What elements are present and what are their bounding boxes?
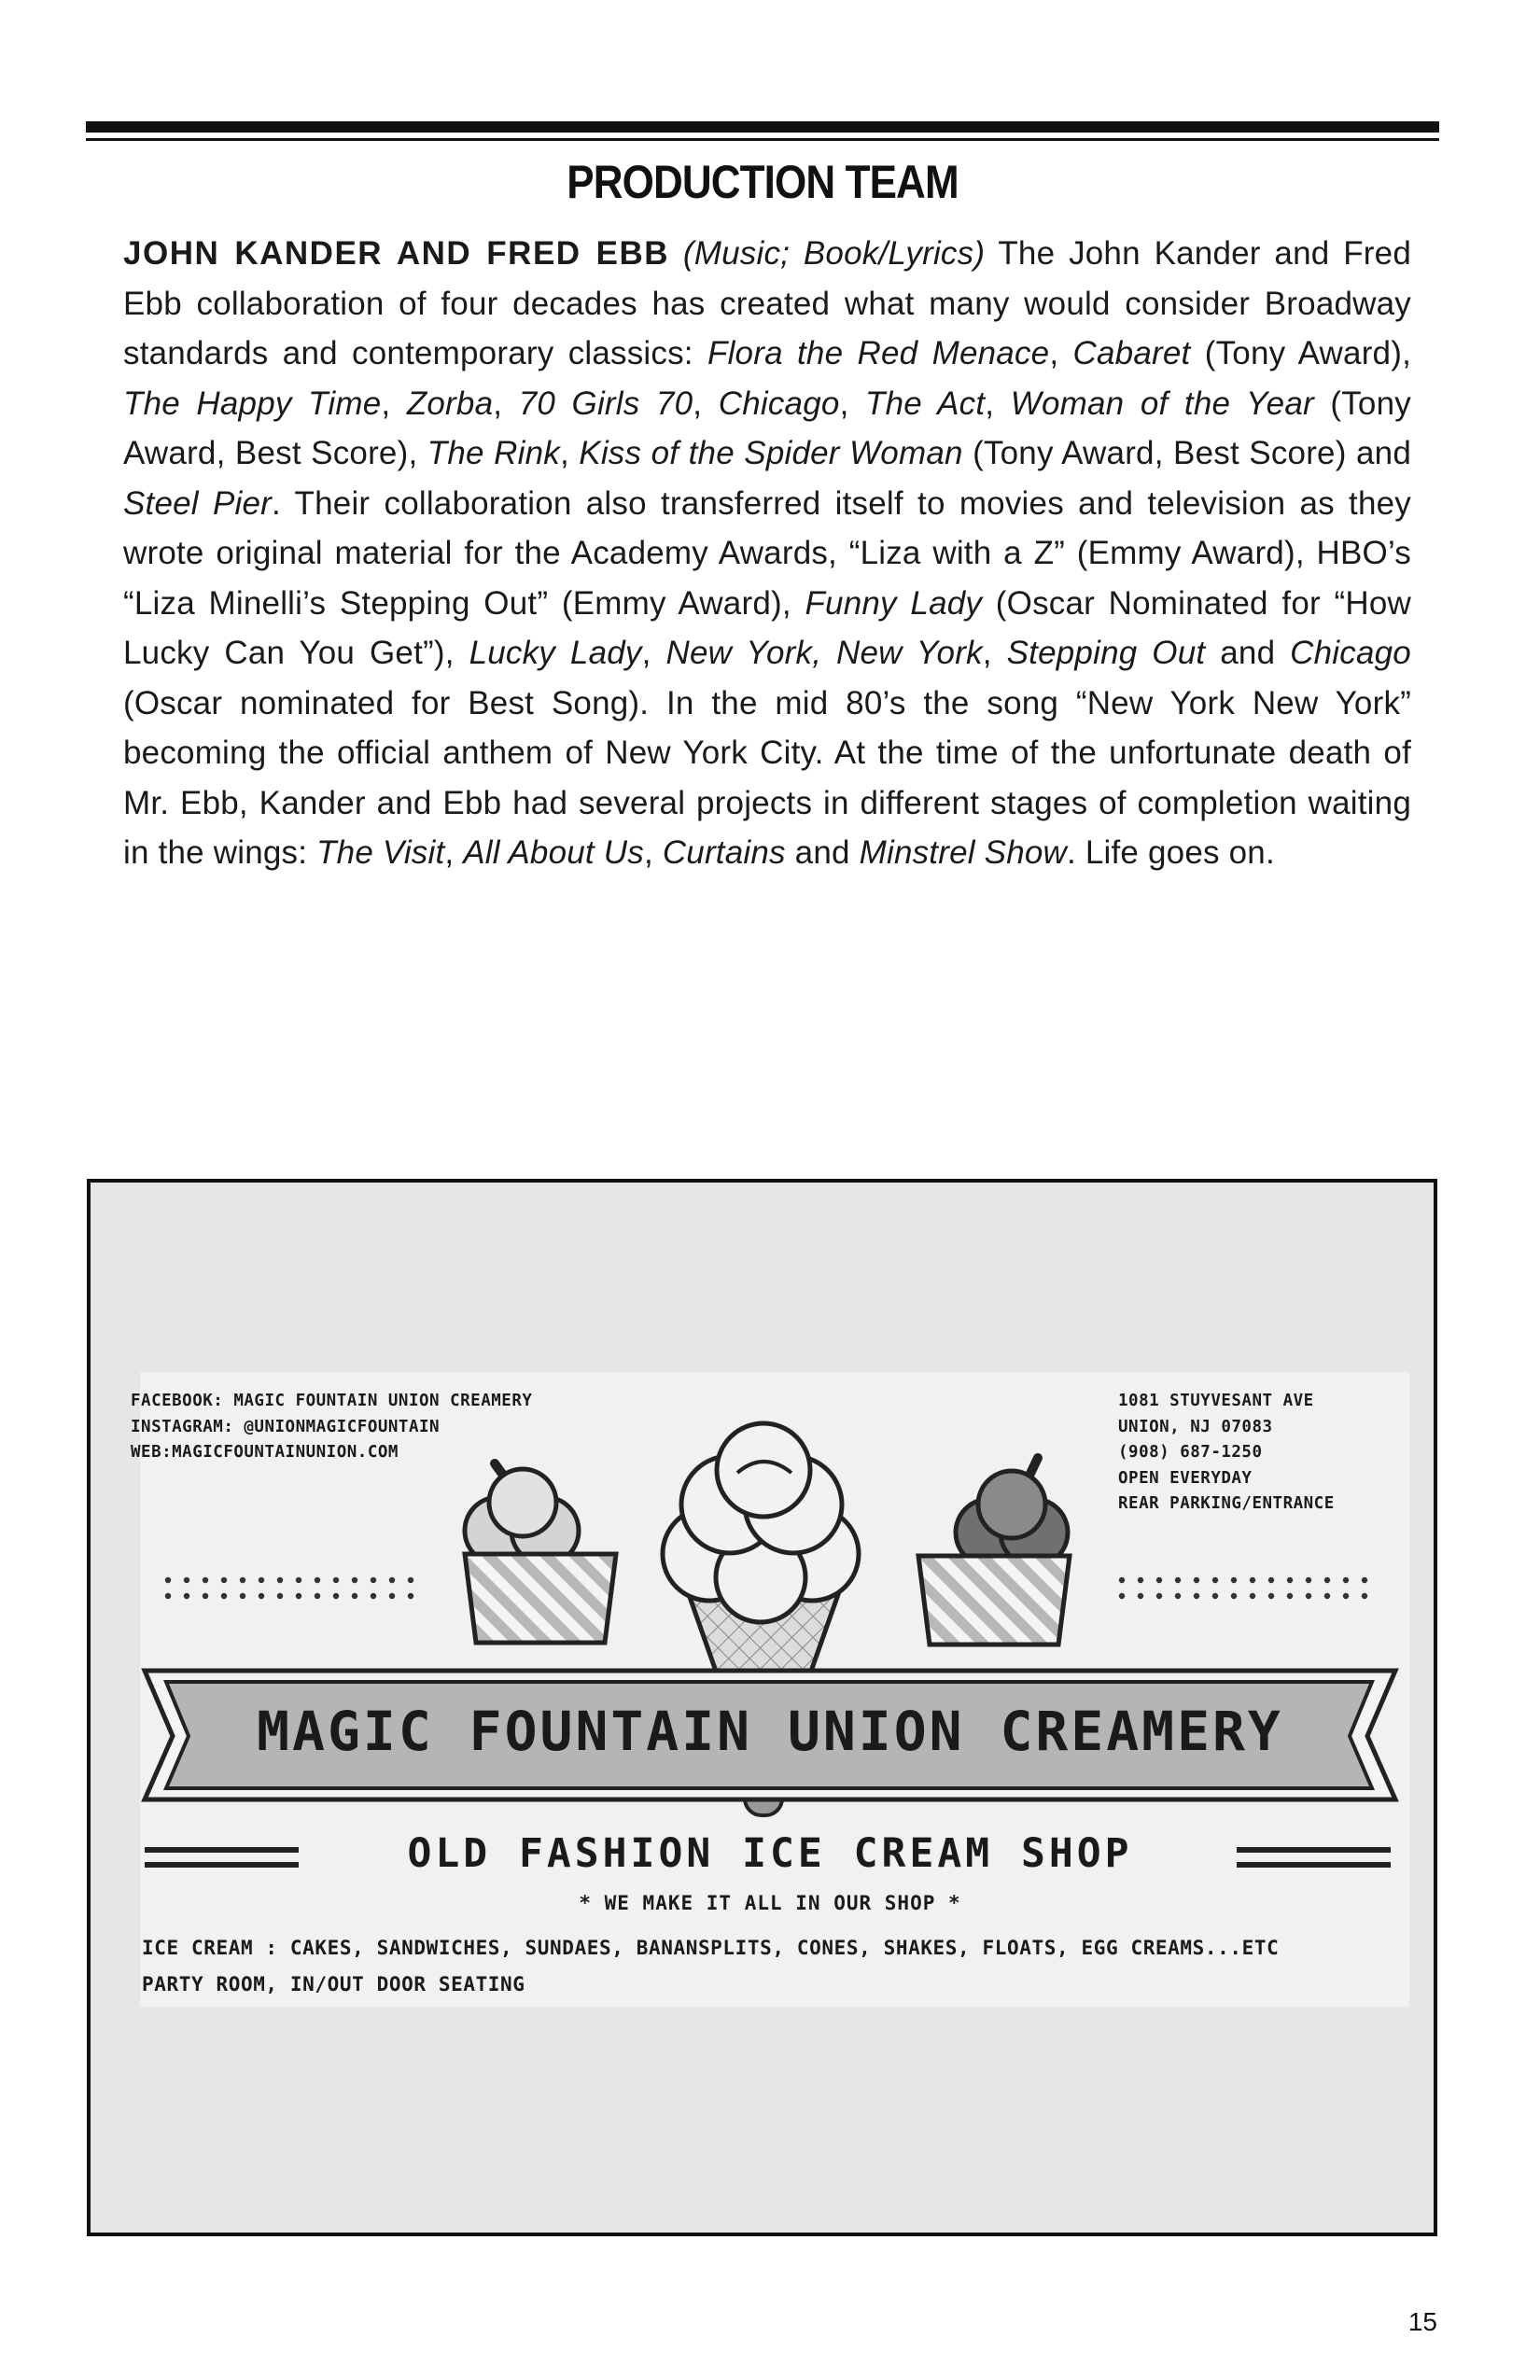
bio-work-title: Stepping Out <box>1006 635 1206 671</box>
right-ice-cream-cup-icon <box>918 1458 1070 1645</box>
bio-text: (Tony Award, Best Score), <box>123 385 1411 471</box>
bio-text: , <box>1049 335 1073 371</box>
bio-work-title: Funny Lady <box>805 584 983 622</box>
ad-amenities: PARTY ROOM, IN/OUT DOOR SEATING <box>142 1973 525 1995</box>
section-title: PRODUCTION TEAM <box>567 156 959 208</box>
bio-text: . Life goes on. <box>1067 834 1275 871</box>
bio-text: , <box>839 385 865 422</box>
tagline-right-lines <box>1237 1850 1391 1865</box>
bio-role: (Music; Book/Lyrics) <box>682 235 986 272</box>
bio-text: . Their collaboration also transferred itself to movies and television as they wrote original material for the Academy Awards, “Liza with a Z” (Emmy Award), HBO’s “Liza Minelli’s Stepping Out” (Emmy Award), <box>123 484 1411 622</box>
bio-text: and <box>785 834 860 871</box>
bio-work-title: The Visit <box>316 834 445 871</box>
ad-hours: OPEN EVERYDAY <box>1118 1468 1253 1488</box>
bio-text: (Oscar Nominated for “How Lucky Can You Get”), <box>123 584 1411 671</box>
bio-work-title: Lucky Lady <box>469 635 642 671</box>
bio-work-title: Chicago <box>1290 635 1411 671</box>
bio-work-title: Flora the Red Menace <box>707 335 1050 371</box>
ad-phone: (908) 687-1250 <box>1118 1443 1263 1462</box>
bio-work-title: Chicago <box>718 385 840 422</box>
bio-text: , <box>559 435 580 471</box>
bio-text: , <box>985 385 1011 422</box>
bio-text: (Tony Award, Best Score) and <box>962 435 1411 471</box>
bio-text: , <box>641 635 666 671</box>
bio-text: (Tony Award), <box>1190 335 1411 371</box>
ad-facebook: FACEBOOK: MAGIC FOUNTAIN UNION CREAMERY <box>131 1392 533 1410</box>
page-number: 15 <box>1407 2307 1437 2336</box>
ad-contact-left <box>131 1389 532 1466</box>
bio-work-title: Curtains <box>662 834 786 871</box>
bio-text: , <box>444 834 464 871</box>
bio-work-title: New York, New York <box>665 635 983 671</box>
bio-text: and <box>1205 635 1291 671</box>
bio-work-title: The Act <box>865 385 986 422</box>
ad-product-list <box>142 1930 1279 2003</box>
ad-website: WEB:MAGICFOUNTAINUNION.COM <box>131 1443 399 1462</box>
bio-work-title: Minstrel Show <box>859 834 1068 871</box>
bio-work-title: The Happy Time <box>123 385 382 422</box>
left-dot-band <box>165 1577 413 1599</box>
left-ice-cream-cup-icon <box>465 1463 616 1643</box>
ad-street-address: 1081 STUYVESANT AVE <box>1118 1392 1314 1410</box>
bio-text: , <box>381 385 407 422</box>
bio-text: (Oscar nominated for Best Song). In the mid 80’s the song “New York New York” becoming the official anthem of New York City. At the time of the unfortunate death of Mr. Ebb, Kander and Ebb had several projects in different stages of completion waiting in the wings: <box>123 684 1411 871</box>
ad-city-state: UNION, NJ 07083 <box>1118 1417 1273 1436</box>
tagline-left-lines <box>145 1850 299 1865</box>
ad-business-name: MAGIC FOUNTAIN UNION CREAMERY <box>257 1700 1283 1763</box>
ad-slogan: * WE MAKE IT ALL IN OUR SHOP * <box>579 1892 961 1914</box>
right-dot-band <box>1119 1577 1367 1599</box>
ad-products: ICE CREAM : CAKES, SANDWICHES, SUNDAES, BANANSPLITS, CONES, SHAKES, FLOATS, EGG CREAMS...ETC <box>142 1937 1280 1959</box>
bio-work-title: 70 Girls 70 <box>518 385 693 422</box>
ad-contact-right <box>1118 1389 1335 1518</box>
bio-work-title: Kiss of the Spider Woman <box>579 435 963 471</box>
bio-work-title: The Rink <box>427 435 560 471</box>
ad-instagram: INSTAGRAM: @UNIONMAGICFOUNTAIN <box>131 1417 441 1436</box>
bio-work-title: All About Us <box>463 834 644 871</box>
bio-text: , <box>643 834 663 871</box>
ad-tagline: OLD FASHION ICE CREAM SHOP <box>407 1830 1133 1877</box>
bio-text: , <box>693 385 719 422</box>
bio-work-title: Zorba <box>406 385 494 422</box>
bio-work-title: Cabaret <box>1072 335 1191 371</box>
bio-work-title: Woman of the Year <box>1010 385 1314 422</box>
bio-work-title: Steel Pier <box>123 484 273 522</box>
ad-parking: REAR PARKING/ENTRANCE <box>1118 1494 1335 1513</box>
bio-name: JOHN KANDER AND FRED EBB <box>123 235 670 272</box>
bio-text: , <box>493 385 519 422</box>
bio-text: , <box>982 635 1007 671</box>
bio-text: The John Kander and Fred Ebb collaboration of four decades has created what many would consider Broadway standards and contemporary classics: <box>123 235 1411 371</box>
